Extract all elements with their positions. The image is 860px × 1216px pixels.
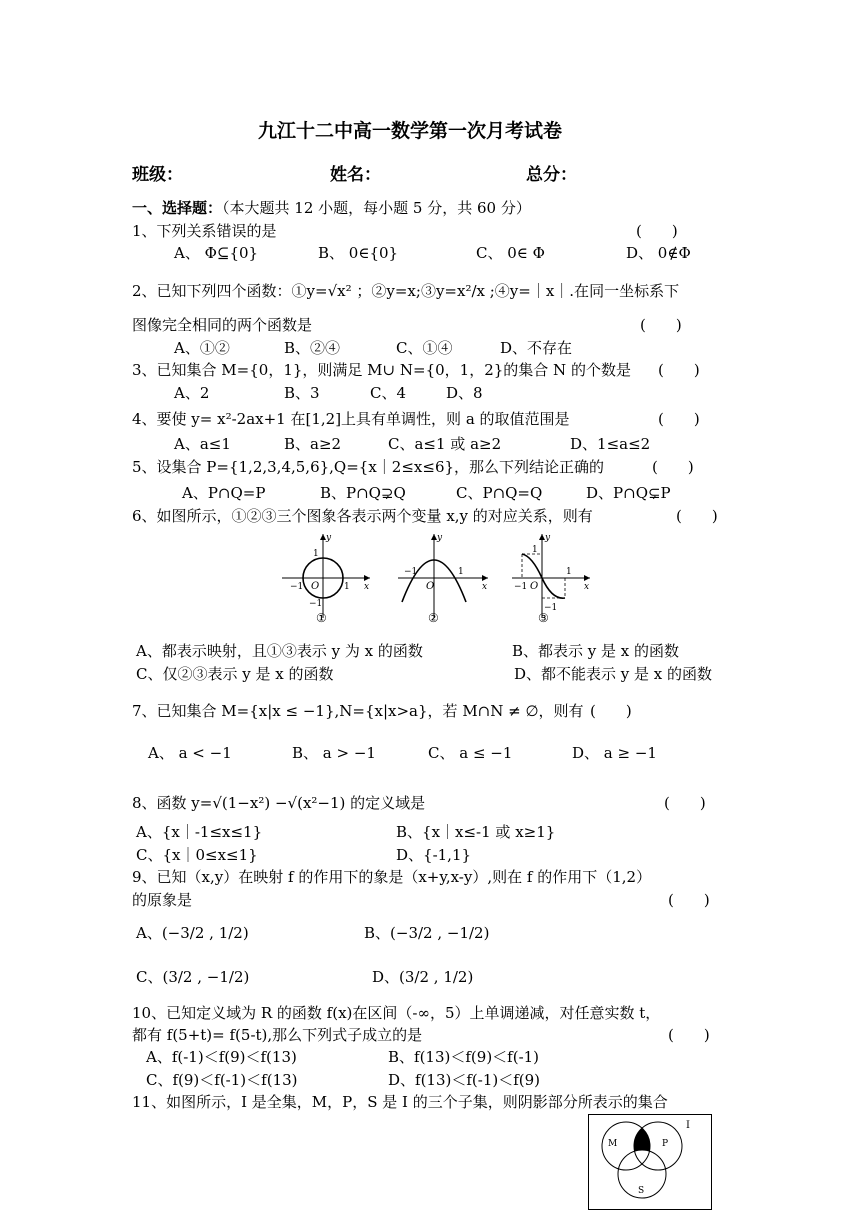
svg-text:−1: −1 <box>544 603 558 613</box>
q10-option-a: A、f(-1)＜f(9)＜f(13) <box>146 1048 297 1066</box>
q5-stem: 5、设集合 P={1,2,3,4,5,6},Q={x｜2≤x≤6}，那么下列结论正确的 <box>132 458 605 476</box>
name-label: 姓名： <box>330 165 381 185</box>
svg-text:O: O <box>311 581 320 592</box>
svg-text:−1: −1 <box>309 599 323 609</box>
q9-stem-line2: 的原象是 <box>132 891 193 909</box>
q8-option-a: A、{x｜-1≤x≤1} <box>136 823 263 841</box>
q1-stem: 1、下列关系错误的是 <box>132 222 277 240</box>
svg-text:1: 1 <box>532 545 538 555</box>
q4-bracket: ( ) <box>658 410 700 428</box>
q7-option-b: B、 a > −1 <box>292 744 376 762</box>
q9-stem: 9、已知（x,y）在映射 f 的作用下的象是（x+y,x-y）,则在 f 的作用下（1,2） <box>132 868 652 886</box>
q6-option-b: B、都表示 y 是 x 的函数 <box>512 642 680 660</box>
q7-stem: 7、已知集合 M={x|x ≤ −1},N={x|x>a}，若 M∩N ≠ ∅，则有 <box>132 702 584 720</box>
q4-option-c: C、a≤1 或 a≥2 <box>388 435 502 453</box>
q5-option-d: D、P∩Q⊊P <box>586 484 671 502</box>
q11-stem: 11、如图所示，I 是全集，M，P，S 是 I 的三个子集，则阴影部分所表示的集合 <box>132 1093 668 1111</box>
q6-figures <box>280 530 600 626</box>
q10-option-b: B、f(13)＜f(9)＜f(-1) <box>388 1048 540 1066</box>
q11-venn-diagram <box>588 1114 712 1210</box>
q3-stem: 3、已知集合 M={0，1}，则满足 M∪ N={0，1，2}的集合 N 的个数是 <box>132 361 631 379</box>
venn-label-m: M <box>608 1139 618 1149</box>
q2-option-d: D、不存在 <box>500 339 573 357</box>
graph-2-parabola <box>398 533 488 618</box>
q5-bracket: ( ) <box>652 458 694 476</box>
svg-text:y: y <box>326 533 332 543</box>
graph-label-3: ③ <box>538 611 549 625</box>
section-title: 一、选择题： <box>132 199 223 217</box>
q5-option-b: B、P∩Q⊋Q <box>320 484 406 502</box>
q3-bracket: ( ) <box>658 361 700 379</box>
q7-option-c: C、 a ≤ −1 <box>428 744 513 762</box>
svg-text:x: x <box>364 582 370 592</box>
q6-option-d: D、都不能表示 y 是 x 的函数 <box>514 665 713 683</box>
svg-text:−1: −1 <box>290 582 304 592</box>
venn-label-p: P <box>662 1139 669 1149</box>
q5-option-c: C、P∩Q=Q <box>456 484 543 502</box>
q10-option-c: C、f(9)＜f(-1)＜f(13) <box>146 1071 298 1089</box>
q1-option-a: A、 Φ⊆{0} <box>174 244 259 262</box>
score-label: 总分： <box>526 165 577 185</box>
q6-option-c: C、仅②③表示 y 是 x 的函数 <box>136 665 334 683</box>
q8-option-d: D、{-1,1} <box>396 846 472 864</box>
q9-option-c: C、(3/2 , −1/2) <box>136 968 250 986</box>
svg-text:x: x <box>584 582 590 592</box>
class-label: 班级： <box>132 165 183 185</box>
q7-bracket: ( ) <box>590 702 632 720</box>
q2-option-b: B、②④ <box>284 339 341 357</box>
q1-option-d: D、 0∉Φ <box>626 244 691 262</box>
section-note: （本大题共 12 小题，每小题 5 分，共 60 分） <box>222 199 531 217</box>
q9-option-b: B、(−3/2 , −1/2) <box>364 924 490 942</box>
svg-text:−1: −1 <box>404 567 418 577</box>
q9-bracket: ( ) <box>668 891 710 909</box>
q10-stem-line2: 都有 f(5+t)= f(5-t),那么下列式子成立的是 <box>132 1026 423 1044</box>
svg-text:y: y <box>437 533 443 543</box>
svg-text:1: 1 <box>566 567 572 577</box>
svg-text:O: O <box>426 581 435 592</box>
q2-option-c: C、①④ <box>396 339 453 357</box>
q2-bracket: ( ) <box>640 316 682 334</box>
q6-option-a: A、都表示映射，且①③表示 y 为 x 的函数 <box>136 642 423 660</box>
q10-bracket: ( ) <box>668 1026 710 1044</box>
svg-text:1: 1 <box>458 567 464 577</box>
q10-option-d: D、f(13)＜f(-1)＜f(9) <box>388 1071 541 1089</box>
q7-option-a: A、 a < −1 <box>148 744 232 762</box>
page-title: 九江十二中高一数学第一次月考试卷 <box>258 120 563 142</box>
q9-option-d: D、(3/2 , 1/2) <box>372 968 474 986</box>
svg-text:1: 1 <box>344 582 350 592</box>
venn-label-i: I <box>686 1120 690 1131</box>
graph-label-1: ① <box>316 611 327 625</box>
q1-option-b: B、 0∈{0} <box>318 244 399 262</box>
svg-text:−1: −1 <box>514 582 528 592</box>
q4-option-b: B、a≥2 <box>284 435 342 453</box>
q2-stem-line2: 图像完全相同的两个函数是 <box>132 316 313 334</box>
graph-3-curve <box>512 533 590 618</box>
q8-stem: 8、函数 y=√(1−x²) −√(x²−1) 的定义域是 <box>132 794 426 812</box>
q6-bracket: ( ) <box>676 507 718 525</box>
svg-text:O: O <box>530 581 539 592</box>
section-heading <box>132 197 531 218</box>
q4-option-d: D、1≤a≤2 <box>570 435 651 453</box>
svg-text:y: y <box>545 533 551 543</box>
q9-option-a: A、(−3/2 , 1/2) <box>136 924 249 942</box>
q6-stem: 6、如图所示，①②③三个图象各表示两个变量 x,y 的对应关系，则有 <box>132 507 593 525</box>
q8-option-b: B、{x｜x≤-1 或 x≥1} <box>396 823 556 841</box>
q1-option-c: C、 0∈ Φ <box>476 244 545 262</box>
graph-1-circle <box>282 533 370 618</box>
q4-stem: 4、要使 y= x²-2ax+1 在[1,2]上具有单调性，则 a 的取值范围是 <box>132 410 570 428</box>
q5-option-a: A、P∩Q=P <box>182 484 266 502</box>
q10-stem: 10、已知定义域为 R 的函数 f(x)在区间（-∞，5）上单调递减，对任意实数 t， <box>132 1004 661 1022</box>
venn-label-s: S <box>638 1186 645 1196</box>
q3-option-d: D、8 <box>446 384 483 402</box>
q3-option-b: B、3 <box>284 384 320 402</box>
q8-option-c: C、{x｜0≤x≤1} <box>136 846 258 864</box>
graph-label-2: ② <box>428 611 439 625</box>
q3-option-c: C、4 <box>370 384 407 402</box>
q3-option-a: A、2 <box>174 384 210 402</box>
q4-option-a: A、a≤1 <box>174 435 231 453</box>
q1-bracket: ( ) <box>636 222 678 240</box>
q2-stem: 2、已知下列四个函数：①y=√x² ；②y=x;③y=x²/x ;④y=｜x｜.在同一坐标系下 <box>132 282 680 300</box>
q2-option-a: A、①② <box>174 339 230 357</box>
q8-bracket: ( ) <box>664 794 706 812</box>
svg-text:1: 1 <box>313 549 319 559</box>
q7-option-d: D、 a ≥ −1 <box>572 744 657 762</box>
svg-text:x: x <box>482 582 488 592</box>
